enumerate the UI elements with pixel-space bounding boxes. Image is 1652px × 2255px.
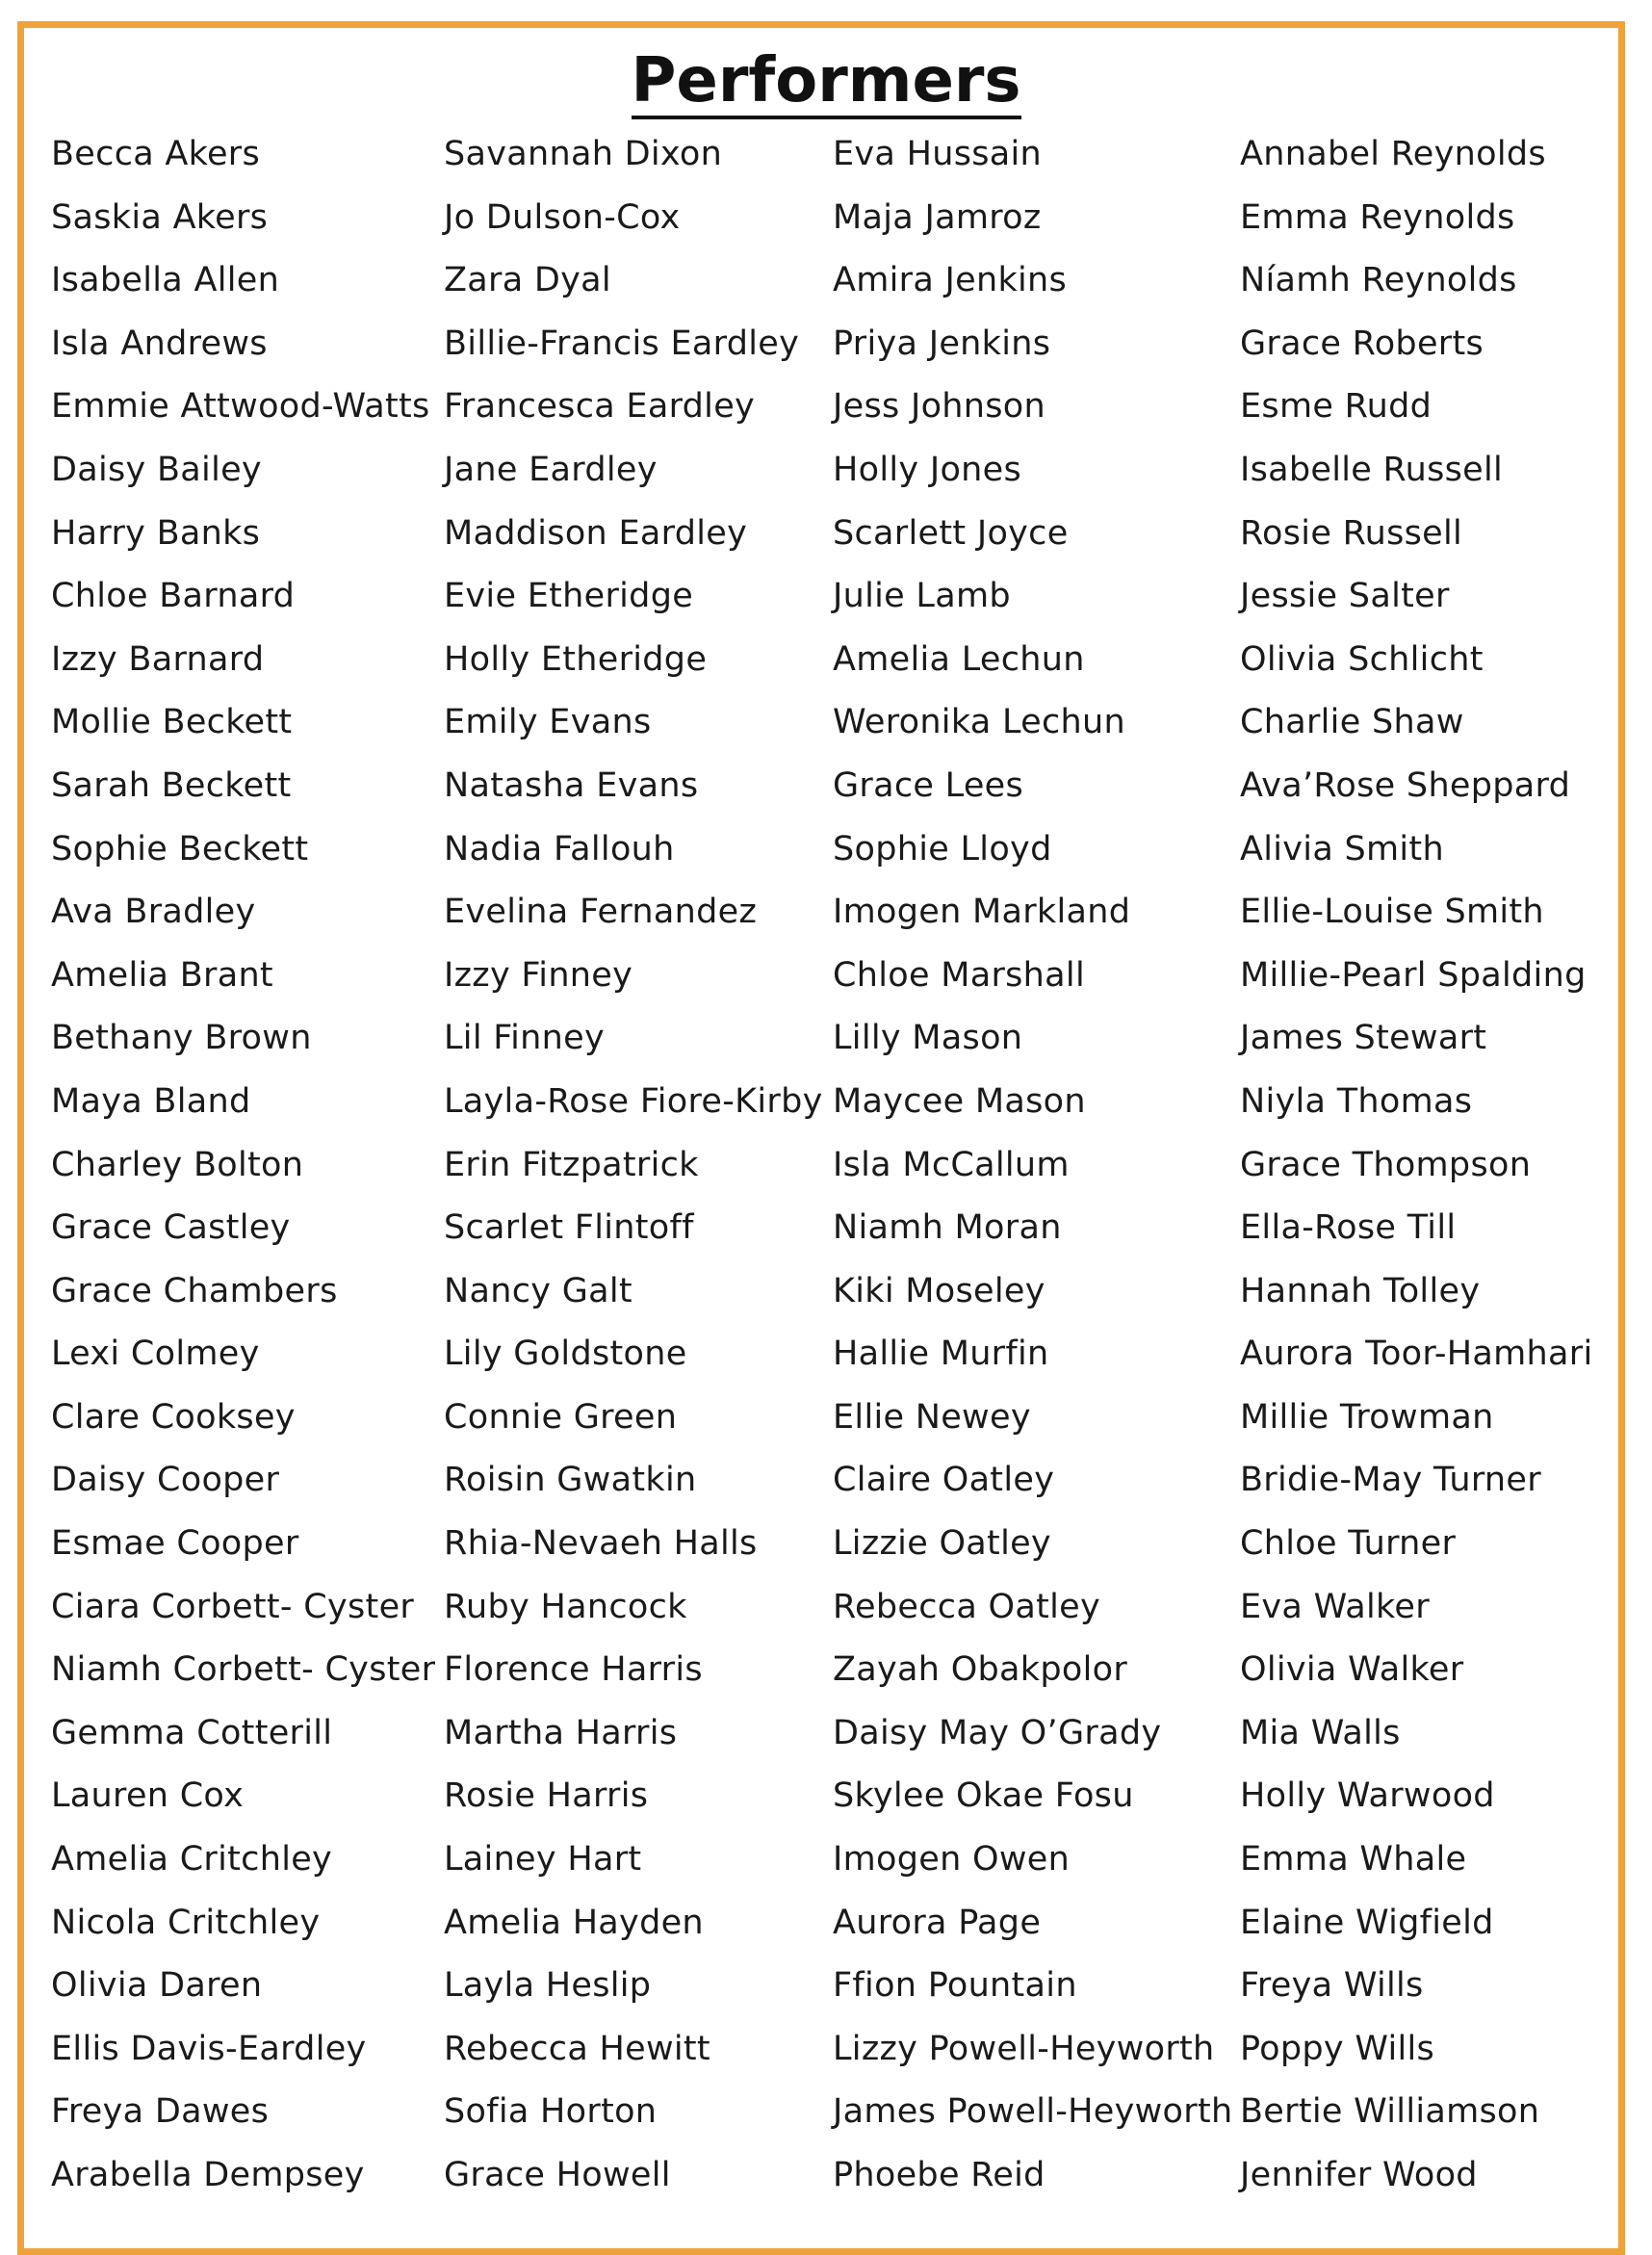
performer-name: Phoebe Reid (833, 2156, 1045, 2194)
performer-name: Aurora Toor-Hamhari (1240, 1335, 1593, 1374)
performer-name: Emmie Attwood-Watts (51, 387, 430, 427)
performer-name: Sofia Horton (444, 2092, 658, 2132)
performer-name: Rosie Russell (1240, 513, 1463, 553)
performer-name: Nicola Critchley (51, 1903, 321, 1942)
performer-name: Skylee Okae Fosu (833, 1776, 1134, 1816)
performer-name: Maya Bland (51, 1081, 251, 1121)
performer-name: Isabelle Russell (1240, 450, 1504, 489)
performer-name: Lilly Mason (833, 1019, 1023, 1058)
performer-name: Gemma Cotterill (51, 1713, 333, 1752)
performer-name: Billie-Francis Eardley (444, 324, 800, 363)
performer-name: Níamh Reynolds (1240, 261, 1517, 300)
performer-name: Grace Castley (51, 1208, 291, 1248)
performer-name: Jess Johnson (833, 387, 1045, 427)
performer-name: Alivia Smith (1240, 829, 1444, 868)
performer-name: Freya Wills (1240, 1966, 1424, 2006)
performer-name: Harry Banks (51, 513, 261, 553)
performer-name: Ruby Hancock (444, 1587, 687, 1626)
performer-name: Olivia Walker (1240, 1650, 1464, 1690)
names-column-1 (51, 131, 435, 2216)
performer-name: Lil Finney (444, 1019, 605, 1058)
performer-name: Kiki Moseley (833, 1271, 1045, 1310)
performer-name: Eva Walker (1240, 1587, 1430, 1626)
performer-name: Ffion Pountain (833, 1966, 1077, 2006)
names-column-3 (833, 131, 1232, 2216)
performer-name: Nancy Galt (444, 1271, 632, 1310)
performer-name: Amelia Lechun (833, 639, 1085, 679)
page-title (0, 45, 1652, 119)
performer-name: Lexi Colmey (51, 1335, 260, 1374)
performer-name: Hannah Tolley (1240, 1271, 1481, 1310)
performer-name: Rebecca Hewitt (444, 2029, 710, 2068)
performer-name: Lizzie Oatley (833, 1524, 1051, 1564)
performer-name: Maddison Eardley (444, 513, 748, 553)
performer-name: Priya Jenkins (833, 324, 1051, 363)
performer-name: Rebecca Oatley (833, 1587, 1100, 1626)
performer-name: Niamh Corbett- Cyster (51, 1650, 436, 1690)
performer-name: Ella-Rose Till (1240, 1208, 1457, 1248)
performer-name: Rosie Harris (444, 1776, 649, 1816)
performer-name: Roisin Gwatkin (444, 1461, 697, 1500)
performer-name: Rhia-Nevaeh Halls (444, 1524, 758, 1564)
performer-name: Clare Cooksey (51, 1397, 296, 1437)
performer-name: Olivia Schlicht (1240, 639, 1484, 679)
performer-name: Emma Whale (1240, 1840, 1467, 1879)
performer-name: Connie Green (444, 1397, 678, 1437)
performer-name: Jane Eardley (444, 450, 658, 489)
performer-name: Niamh Moran (833, 1208, 1062, 1248)
performer-name: Lizzy Powell-Heyworth (833, 2029, 1215, 2068)
performer-name: James Powell-Heyworth (833, 2092, 1233, 2132)
performer-name: Becca Akers (51, 135, 261, 173)
performer-name: Charlie Shaw (1240, 703, 1464, 742)
performer-name: Isla McCallum (833, 1145, 1070, 1184)
performer-name: Zara Dyal (444, 261, 611, 300)
performer-name: Martha Harris (444, 1713, 678, 1752)
performer-name: Bethany Brown (51, 1019, 312, 1058)
performer-name: Holly Etheridge (444, 639, 708, 679)
performer-name: Amelia Hayden (444, 1903, 704, 1942)
page-title-text: Performers (632, 50, 1021, 119)
names-column-2 (444, 131, 823, 2216)
performer-name: Savannah Dixon (444, 135, 723, 173)
performer-name: Evelina Fernandez (444, 893, 758, 932)
performer-name: Izzy Barnard (51, 639, 265, 679)
performer-name: Florence Harris (444, 1650, 703, 1690)
performer-name: Maja Jamroz (833, 197, 1042, 237)
performer-name: Izzy Finney (444, 955, 633, 995)
performer-name: Daisy Cooper (51, 1461, 280, 1500)
performer-name: Isabella Allen (51, 261, 280, 300)
performer-name: Lainey Hart (444, 1840, 642, 1879)
performer-name: Daisy May O’Grady (833, 1713, 1162, 1752)
performer-name: Amelia Critchley (51, 1840, 333, 1879)
performer-name: Bertie Williamson (1240, 2092, 1540, 2132)
performers-list (0, 131, 1652, 2223)
performer-name: Grace Chambers (51, 1271, 338, 1310)
performer-name: Julie Lamb (833, 577, 1011, 616)
performer-name: Emily Evans (444, 703, 652, 742)
performer-name: Esmae Cooper (51, 1524, 299, 1564)
performer-name: Annabel Reynolds (1240, 135, 1546, 173)
performer-name: Hallie Murfin (833, 1335, 1049, 1374)
performer-name: Emma Reynolds (1240, 197, 1515, 237)
performer-name: Holly Warwood (1240, 1776, 1495, 1816)
performer-name: Francesca Eardley (444, 387, 756, 427)
performer-name: Layla-Rose Fiore-Kirby (444, 1081, 823, 1121)
performer-name: Ava Bradley (51, 893, 256, 932)
performer-name: Sarah Beckett (51, 765, 292, 805)
performer-name: Grace Lees (833, 765, 1024, 805)
performer-name: Zayah Obakpolor (833, 1650, 1128, 1690)
performer-name: James Stewart (1240, 1019, 1487, 1058)
performer-name: Aurora Page (833, 1903, 1042, 1942)
performer-name: Chloe Turner (1240, 1524, 1457, 1564)
performer-name: Mia Walls (1240, 1713, 1401, 1752)
performer-name: Olivia Daren (51, 1966, 263, 2006)
performer-name: Ellie-Louise Smith (1240, 893, 1544, 932)
performer-name: Bridie-May Turner (1240, 1461, 1541, 1500)
performer-name: Freya Dawes (51, 2092, 270, 2132)
performer-name: Holly Jones (833, 450, 1022, 489)
performer-name: Mollie Beckett (51, 703, 293, 742)
performer-name: Niyla Thomas (1240, 1081, 1473, 1121)
performer-name: Sophie Beckett (51, 829, 309, 868)
performer-name: Scarlet Flintoff (444, 1208, 694, 1248)
performer-name: Ciara Corbett- Cyster (51, 1587, 415, 1626)
performer-name: Lauren Cox (51, 1776, 245, 1816)
performer-name: Saskia Akers (51, 197, 269, 237)
performer-name: Amira Jenkins (833, 261, 1068, 300)
names-column-4 (1240, 131, 1592, 2216)
performer-name: Ava’Rose Sheppard (1240, 765, 1571, 805)
performer-name: Jessie Salter (1240, 577, 1450, 616)
performer-name: Lily Goldstone (444, 1335, 687, 1374)
performer-name: Scarlett Joyce (833, 513, 1069, 553)
performer-name: Chloe Barnard (51, 577, 296, 616)
performer-name: Millie-Pearl Spalding (1240, 955, 1587, 995)
performer-name: Weronika Lechun (833, 703, 1125, 742)
performer-name: Daisy Bailey (51, 450, 262, 489)
performer-name: Grace Thompson (1240, 1145, 1532, 1184)
performer-name: Grace Roberts (1240, 324, 1484, 363)
performer-name: Nadia Fallouh (444, 829, 675, 868)
performer-name: Jennifer Wood (1240, 2156, 1478, 2194)
performer-name: Erin Fitzpatrick (444, 1145, 699, 1184)
performer-name: Poppy Wills (1240, 2029, 1435, 2068)
performer-name: Arabella Dempsey (51, 2156, 365, 2194)
performer-name: Grace Howell (444, 2156, 671, 2194)
performer-name: Imogen Markland (833, 893, 1131, 932)
performer-name: Ellis Davis-Eardley (51, 2029, 367, 2068)
performer-name: Imogen Owen (833, 1840, 1071, 1879)
performer-name: Sophie Lloyd (833, 829, 1052, 868)
performer-name: Charley Bolton (51, 1145, 304, 1184)
performer-name: Chloe Marshall (833, 955, 1085, 995)
performer-name: Millie Trowman (1240, 1397, 1494, 1437)
performer-name: Amelia Brant (51, 955, 273, 995)
performer-name: Isla Andrews (51, 324, 268, 363)
performer-name: Ellie Newey (833, 1397, 1031, 1437)
performer-name: Jo Dulson-Cox (444, 197, 681, 237)
performer-name: Esme Rudd (1240, 387, 1433, 427)
performer-name: Maycee Mason (833, 1081, 1086, 1121)
performer-name: Evie Etheridge (444, 577, 694, 616)
performer-name: Elaine Wigfield (1240, 1903, 1494, 1942)
performer-name: Layla Heslip (444, 1966, 652, 2006)
performer-name: Natasha Evans (444, 765, 699, 805)
performer-name: Claire Oatley (833, 1461, 1055, 1500)
performer-name: Eva Hussain (833, 135, 1043, 173)
